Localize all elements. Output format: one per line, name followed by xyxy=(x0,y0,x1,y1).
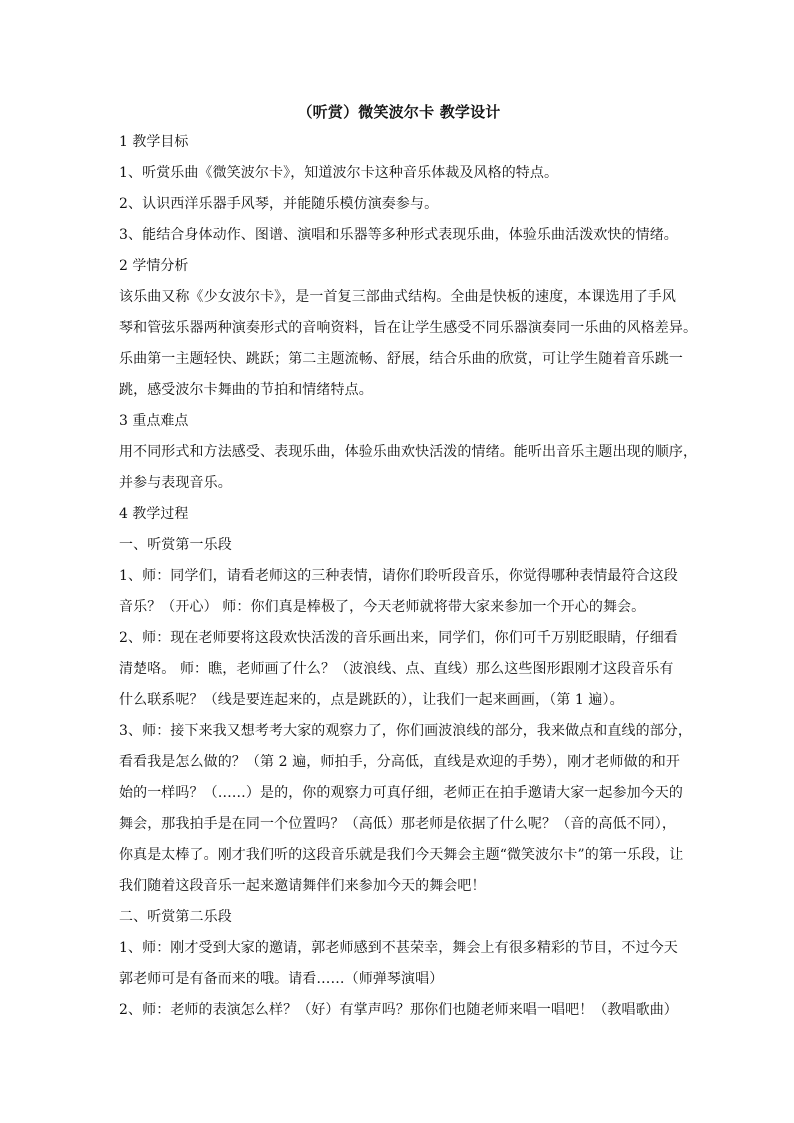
paragraph-line: 1、师：同学们，请看老师这的三种表情，请你们聆听段音乐，你觉得哪种表情最符合这段 xyxy=(119,568,678,584)
section-heading-teaching-process: 4 教学过程 xyxy=(119,506,189,522)
subsection-heading: 一、听赏第一乐段 xyxy=(119,537,232,553)
paragraph-line: 琴和管弦乐器两种演奏形式的音响资料，旨在让学生感受不同乐器演奏同一乐曲的风格差异。 xyxy=(119,320,698,336)
paragraph-line: 跳，感受波尔卡舞曲的节拍和情绪特点。 xyxy=(119,382,373,398)
document-body xyxy=(119,101,698,1026)
document-title: （听赏）微笑波尔卡 教学设计 xyxy=(297,103,501,121)
subsection-heading: 二、听赏第二乐段 xyxy=(119,909,232,925)
paragraph-line: 3、能结合身体动作、图谱、演唱和乐器等多种形式表现乐曲，体验乐曲活泼欢快的情绪。 xyxy=(119,227,678,243)
paragraph-line: 什么联系呢？（线是要连起来的，点是跳跃的），让我们一起来画画，（第 1 遍）。 xyxy=(119,692,624,708)
paragraph-line: 看看我是怎么做的？（第 2 遍，师拍手，分高低，直线是欢迎的手势），刚才老师做的和开 xyxy=(119,754,681,770)
section-heading-teaching-goals: 1 教学目标 xyxy=(119,134,189,150)
section-heading-learner-analysis: 2 学情分析 xyxy=(119,258,189,274)
paragraph-line: 该乐曲又称《少女波尔卡》，是一首复三部曲式结构。全曲是快板的速度，本课选用了手风 xyxy=(119,289,676,305)
section-heading-key-points: 3 重点难点 xyxy=(119,413,189,429)
paragraph-line: 并参与表现音乐。 xyxy=(119,475,232,491)
paragraph-line: 舞会，那我拍手是在同一个位置吗？（高低）那老师是依据了什么呢？（音的高低不同）， xyxy=(119,816,676,832)
paragraph-line: 你真是太棒了。刚才我们听的这段音乐就是我们今天舞会主题“微笑波尔卡”的第一乐段，让 xyxy=(119,847,684,863)
paragraph-line: 2、师：老师的表演怎么样？（好）有掌声吗？那你们也随老师来唱一唱吧！（教唱歌曲） xyxy=(119,1002,678,1018)
paragraph-line: 2、认识西洋乐器手风琴，并能随乐模仿演奏参与。 xyxy=(119,196,439,212)
paragraph-line: 1、师：刚才受到大家的邀请，郭老师感到不甚荣幸，舞会上有很多精彩的节目，不过今天 xyxy=(119,940,678,956)
paragraph-line: 郭老师可是有备而来的哦。请看……（师弹琴演唱） xyxy=(119,971,444,987)
paragraph-line: 清楚咯。 师：瞧，老师画了什么？（波浪线、点、直线）那么这些图形跟刚才这段音乐有 xyxy=(119,661,674,677)
paragraph-line: 1、听赏乐曲《微笑波尔卡》，知道波尔卡这种音乐体裁及风格的特点。 xyxy=(119,165,559,181)
paragraph-line: 2、师：现在老师要将这段欢快活泼的音乐画出来，同学们，你们可千万别眨眼睛，仔细看 xyxy=(119,630,678,646)
paragraph-line: 用不同形式和方法感受、表现乐曲，体验乐曲欢快活泼的情绪。能听出音乐主题出现的顺序， xyxy=(119,444,698,460)
paragraph-line: 音乐？（开心） 师：你们真是棒极了，今天老师就将带大家来参加一个开心的舞会。 xyxy=(119,599,646,615)
paragraph-line: 乐曲第一主题轻快、跳跃；第二主题流畅、舒展，结合乐曲的欣赏，可让学生随着音乐跳一 xyxy=(119,351,683,367)
paragraph-line: 3、师：接下来我又想考考大家的观察力了，你们画波浪线的部分，我来做点和直线的部分， xyxy=(119,723,693,739)
paragraph-line: 我们随着这段音乐一起来邀请舞伴们来参加今天的舞会吧！ xyxy=(119,878,486,894)
paragraph-line: 始的一样吗？（……）是的，你的观察力可真仔细，老师正在拍手邀请大家一起参加今天的 xyxy=(119,785,683,801)
